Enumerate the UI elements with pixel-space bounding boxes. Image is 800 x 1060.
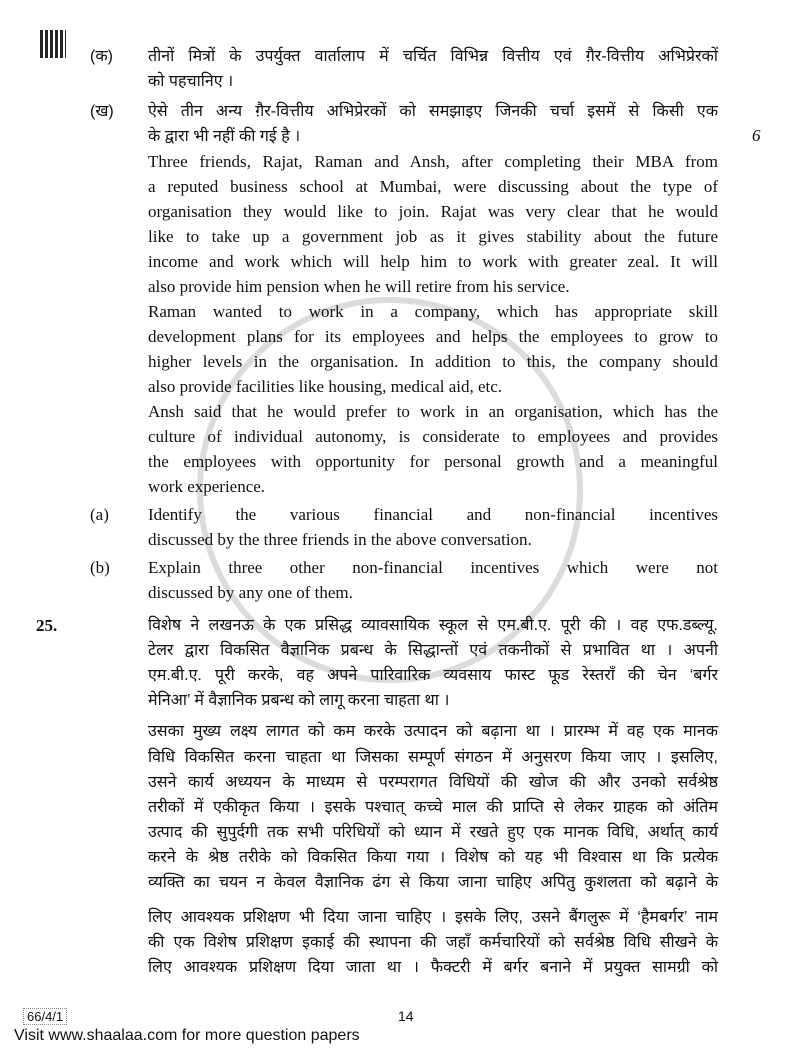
- text-line: विशेष ने लखनऊ के एक प्रसिद्ध व्यावसायिक स्कूल से एम.बी.ए. पूरी की । वह एफ.डब्ल्यू.: [148, 617, 718, 634]
- text-line: की एक विशेष प्रशिक्षण इकाई की स्थापना की जहाँ कर्मचारियों को सर्वश्रेष्ठ विधि सीखने के: [148, 934, 718, 951]
- page-number: 14: [398, 1008, 414, 1024]
- text-line: like to take up a government job as it gives stability about the future: [148, 227, 718, 246]
- text-line: को पहचानिए ।: [148, 73, 234, 90]
- visit-link[interactable]: Visit www.shaalaa.com for more question papers: [14, 1027, 360, 1044]
- text-line: तीनों मित्रों के उपर्युक्त वार्तालाप में चर्चित विभिन्न वित्तीय एवं ग़ैर-वित्तीय अभिप्रेरकों: [148, 48, 718, 65]
- part-label-a: (a): [90, 505, 109, 524]
- text-line: व्यक्ति का चयन न केवल वैज्ञानिक ढंग से किया जाना चाहिए अपितु कुशलता को बढ़ाने के: [148, 874, 718, 891]
- text-line: discussed by any one of them.: [148, 583, 353, 602]
- text-line: also provide him pension when he will retire from his service.: [148, 277, 570, 296]
- text-line: ऐसे तीन अन्य ग़ैर-वित्तीय अभिप्रेरकों को समझाइए जिनकी चर्चा इसमें से किसी एक: [148, 103, 718, 120]
- text-line: the employees with opportunity for personal growth and a meaningful: [148, 452, 718, 471]
- text-line: विधि विकसित करना चाहता था जिसका सम्पूर्ण संगठन में अनुसरण किया जाए । इसलिए,: [148, 749, 718, 766]
- text-line: also provide facilities like housing, medical aid, etc.: [148, 377, 503, 396]
- marks: 6: [752, 126, 761, 145]
- part-label-b: (b): [90, 558, 110, 577]
- text-line: टेलर द्वारा विकसित वैज्ञानिक प्रबन्ध के सिद्धान्तों एवं तकनीकों से प्रभावित था । अपनी: [148, 642, 718, 659]
- text-line: Ansh said that he would prefer to work in an organisation, which has the: [148, 402, 718, 421]
- text-line: तरीकों में एकीकृत किया । इसके पश्चात् कच्चे माल की प्राप्ति से लेकर ग्राहक को अंतिम: [148, 799, 718, 816]
- text-line: करने के श्रेष्ठ तरीके को विकसित किया गया । विशेष को यह भी विश्वास था कि प्रत्येक: [148, 849, 718, 866]
- text-line: Three friends, Rajat, Raman and Ansh, after completing their MBA from: [148, 152, 718, 171]
- text-line: लिए आवश्यक प्रशिक्षण दिया जाता था । फैक्टरी में बर्गर बनाने में प्रयुक्त सामग्री को: [148, 959, 718, 976]
- text-line: उसका मुख्य लक्ष्य लागत को कम करके उत्पादन को बढ़ाना था । प्रारम्भ में वह एक मानक: [148, 723, 718, 740]
- part-label-kha: (ख): [90, 103, 114, 120]
- text-line: उत्पाद की सुपुर्दगी तक सभी परिधियों को ध्यान में रखते हुए एक मानक विधि, अर्थात् कार्य: [148, 824, 718, 841]
- text-line: एम.बी.ए. पूरी करके, वह अपने पारिवारिक व्यवसाय फास्ट फूड रेस्तराँ की चेन ‘बर्गर: [148, 667, 718, 684]
- text-line: के द्वारा भी नहीं की गई है ।: [148, 128, 301, 145]
- paper-code: 66/4/1: [23, 1008, 67, 1025]
- text-line: Explain three other non-financial incentives which were not: [148, 558, 718, 577]
- text-line: discussed by the three friends in the above conversation.: [148, 530, 532, 549]
- text-line: development plans for its employees and helps the employees to grow to: [148, 327, 718, 346]
- text-line: a reputed business school at Mumbai, were discussing about the type of: [148, 177, 718, 196]
- text-line: Identify the various financial and non-financial incentives: [148, 505, 718, 524]
- question-number: 25.: [36, 616, 58, 635]
- text-line: work experience.: [148, 477, 266, 496]
- part-label-ka: (क): [90, 48, 113, 65]
- text-line: Raman wanted to work in a company, which has appropriate skill: [148, 302, 718, 321]
- text-line: income and work which will help him to work with greater zeal. It will: [148, 252, 718, 271]
- text-line: higher levels in the organisation. In addition to this, the company should: [148, 352, 718, 371]
- qr-code: [40, 30, 66, 58]
- text-line: उसने कार्य अध्ययन के माध्यम से परम्परागत विधियों की खोज की और उनको सर्वश्रेष्ठ: [148, 774, 718, 791]
- text-line: लिए आवश्यक प्रशिक्षण भी दिया जाना चाहिए । इसके लिए, उसने बैंगलुरू में ‘हैमबर्गर’ नाम: [148, 909, 718, 926]
- text-line: मेनिआ’ में वैज्ञानिक प्रबन्ध को लागू करना चाहता था ।: [148, 692, 450, 709]
- text-line: organisation they would like to join. Rajat was very clear that he would: [148, 202, 718, 221]
- text-line: culture of individual autonomy, is considerate to employees and provides: [148, 427, 718, 446]
